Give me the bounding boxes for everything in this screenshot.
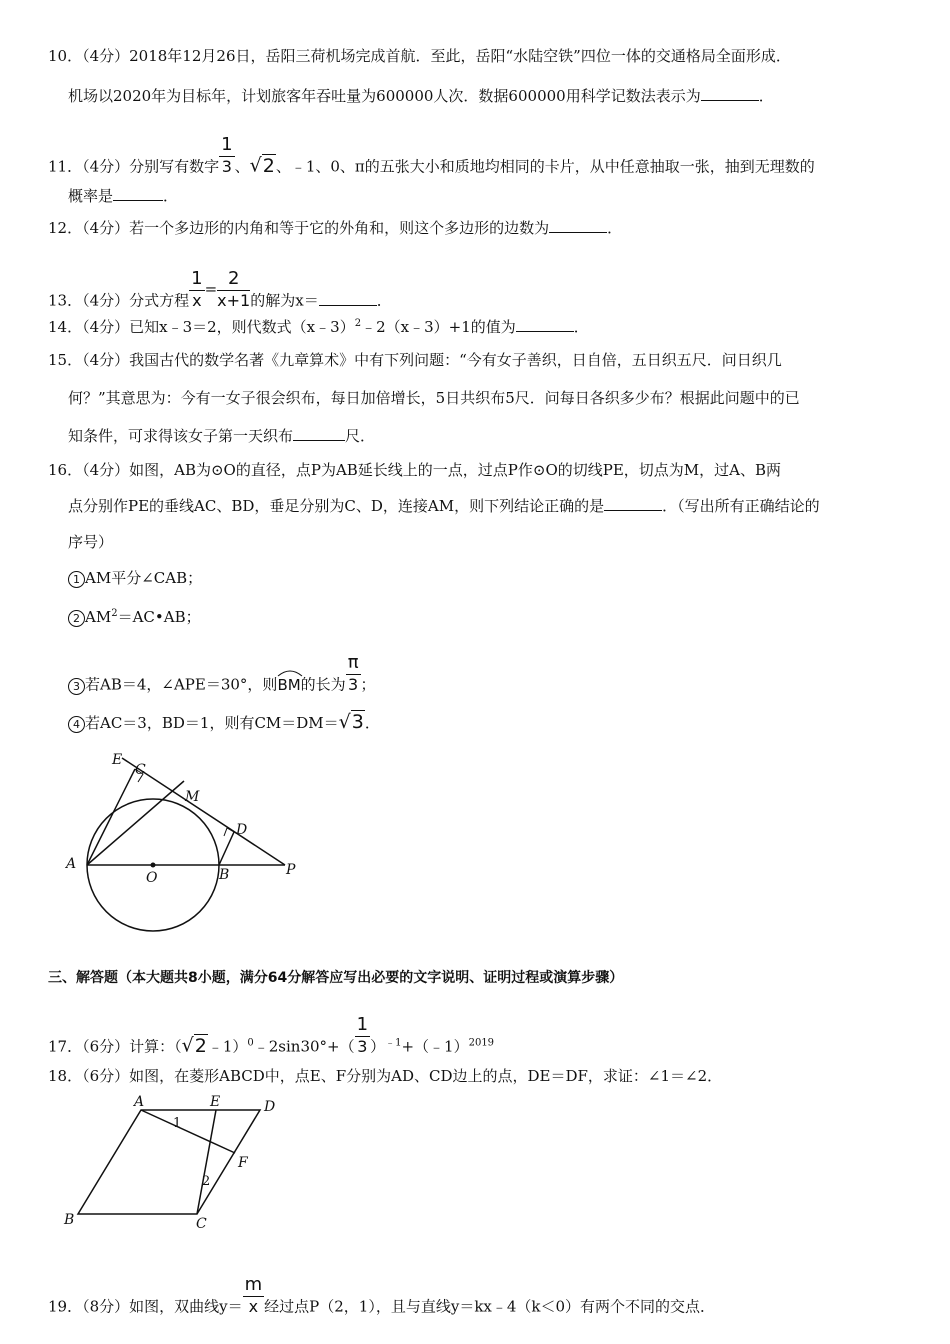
punctuation: ．	[163, 187, 179, 205]
option-text: 若AC＝3，BD＝1，则有CM＝DM＝	[85, 714, 339, 732]
section-heading: 三、解答题（本大题共8小题，满分64分解答应写出必要的文字说明、证明过程或演算步骤）	[48, 970, 624, 986]
circled-number-4: 4	[68, 716, 85, 733]
question-number: 13．	[48, 291, 83, 310]
question-text: （4分）分式方程	[82, 291, 190, 310]
question-16-line-2	[68, 496, 820, 516]
question-18	[48, 1066, 722, 1086]
circled-number-1: 1	[68, 571, 85, 588]
exponent: 2	[111, 608, 118, 619]
question-text: 经过点P（2，1），且与直线y＝kx﹣4（k＜0）有两个不同的交点．	[264, 1297, 716, 1316]
q16-option-1	[68, 568, 202, 588]
label-m: M	[185, 789, 200, 805]
label-a: A	[134, 1094, 145, 1110]
fraction-numerator: 1	[191, 268, 203, 289]
tangent-pe	[122, 758, 285, 865]
label-d: D	[236, 822, 248, 838]
equals-sign: =	[204, 279, 218, 298]
question-number: 16．	[48, 461, 83, 479]
answer-blank[interactable]	[516, 317, 574, 332]
circled-number-2: 2	[68, 610, 85, 627]
sqrt-two	[250, 154, 276, 177]
question-text: （4分）如图，AB为⊙O的直径，点P为AB延长线上的一点，过点P作⊙O的切线PE，切点为M，过A、B两	[82, 461, 782, 479]
expression-part: ）	[370, 1037, 386, 1056]
label-d: D	[264, 1099, 276, 1115]
question-number: 10．	[48, 47, 83, 65]
punctuation: ．	[573, 318, 589, 336]
question-17	[48, 1014, 495, 1069]
fraction-denominator: 3	[348, 675, 359, 694]
question-16-line-3	[68, 532, 113, 552]
question-12	[48, 218, 622, 238]
question-text: （6分）计算：（	[82, 1037, 182, 1056]
question-16-line-1	[48, 460, 781, 480]
question-text: （4分）若一个多边形的内角和等于它的外角和，则这个多边形的边数为	[82, 219, 550, 237]
question-text: （4分）2018年12月26日，岳阳三荷机场完成首航．至此，岳阳“水陆空铁”四位一体的交通格局全面形成．	[82, 47, 791, 65]
question-text: 机场以2020年为目标年，计划旅客年吞吐量为600000人次．数据600000用科学记数法表示为	[68, 87, 701, 105]
question-text: （8分）如图，双曲线y＝	[82, 1297, 243, 1316]
fraction-numerator: π	[347, 652, 359, 673]
fraction-numerator: m	[244, 1274, 263, 1295]
answer-blank[interactable]	[113, 186, 163, 201]
label-p: P	[286, 862, 296, 878]
fraction-denominator: x	[192, 291, 202, 310]
label-f: F	[238, 1155, 248, 1171]
label-e: E	[210, 1094, 221, 1110]
q16-option-3	[68, 652, 376, 707]
sqrt-three: √3	[338, 711, 364, 733]
question-text: 何？”其意思为：今有一女子很会织布，每日加倍增长，5日共织布5尺．问每日各织多少布？根据此问题中的已	[68, 389, 800, 407]
punctuation: ．	[607, 219, 623, 237]
fraction-denominator: 3	[221, 157, 232, 176]
sqrt-two: √2	[181, 1034, 207, 1057]
radicand: 2	[262, 154, 275, 177]
question-text: 序号）	[68, 533, 114, 551]
question-text: 点分别作PE的垂线AC、BD，垂足分别为C、D，连接AM，则下列结论正确的是	[68, 497, 605, 515]
question-11-line-1	[48, 134, 815, 189]
fraction-pi-over-3	[346, 652, 361, 695]
punctuation: ．	[376, 291, 392, 310]
label-o: O	[146, 870, 158, 886]
question-number: 11．	[48, 157, 83, 176]
exponent: ﹣1	[385, 1037, 402, 1049]
section-3-title	[48, 968, 623, 988]
answer-blank[interactable]	[701, 86, 759, 101]
option-text: AM	[85, 608, 112, 626]
q18-rhombus-figure	[60, 1090, 300, 1240]
option-text: 的长为	[300, 675, 346, 694]
q16-option-2	[68, 604, 201, 627]
expression-part: ﹣1）	[207, 1037, 248, 1056]
fraction-denominator: x+1	[217, 291, 251, 310]
question-text: 的解为x＝	[250, 291, 319, 310]
question-number: 14．	[48, 318, 83, 336]
question-15-line-3	[68, 426, 375, 446]
answer-blank[interactable]	[319, 291, 377, 306]
punctuation: ．	[758, 87, 774, 105]
center-o	[151, 863, 156, 868]
q16-option-4	[68, 712, 380, 733]
fraction-denominator: 3	[357, 1037, 368, 1056]
fraction-1-over-x	[189, 268, 204, 311]
radicand: 2	[194, 1034, 207, 1057]
fraction-2-over-x-plus-1	[217, 268, 250, 311]
option-text: AM平分∠CAB；	[85, 569, 203, 587]
question-text: 尺．	[345, 427, 376, 445]
punctuation: ；	[360, 675, 376, 694]
q16-circle-figure	[60, 748, 320, 938]
fraction-denominator: x	[248, 1297, 259, 1316]
label-c: C	[135, 762, 146, 778]
exponent: 2019	[468, 1037, 495, 1049]
angle-label-1: 1	[173, 1116, 182, 1131]
question-14	[48, 314, 589, 337]
fraction-numerator: 1	[356, 1014, 369, 1035]
label-c: C	[196, 1216, 207, 1232]
question-text: ．（写出所有正确结论的	[662, 497, 820, 515]
question-10-line-2	[68, 86, 774, 106]
question-text: 、﹣1、0、π的五张大小和质地均相同的卡片，从中任意抽取一张，抽到无理数的	[275, 157, 815, 176]
question-number: 12．	[48, 219, 83, 237]
label-b: B	[64, 1212, 75, 1228]
label-b: B	[219, 867, 230, 883]
question-10-line-1	[48, 46, 791, 66]
punctuation: ．	[364, 714, 380, 732]
question-number: 17．	[48, 1037, 83, 1056]
exponent: 0	[247, 1037, 254, 1049]
exponent: 2	[354, 318, 362, 329]
radicand: 3	[351, 711, 364, 733]
fraction-numerator: 2	[217, 268, 250, 291]
rhombus-abcd	[78, 1110, 260, 1214]
segment-af	[141, 1110, 235, 1153]
fraction-numerator: 1	[221, 134, 233, 155]
question-text: 概率是	[68, 187, 114, 205]
answer-blank[interactable]	[293, 426, 345, 441]
arc-bm	[277, 675, 300, 695]
separator: 、	[234, 157, 250, 176]
fraction-one-third	[355, 1014, 370, 1057]
question-text: 知条件，可求得该女子第一天织布	[68, 427, 294, 445]
question-number: 19．	[48, 1297, 83, 1316]
question-text: ﹣2（x﹣3）+1的值为	[361, 318, 516, 336]
question-text: （4分）我国古代的数学名著《九章算术》中有下列问题：“今有女子善织，日自倍，五日织五尺．问日织几	[82, 351, 782, 369]
fraction-m-over-x	[243, 1274, 265, 1317]
question-15-line-1	[48, 350, 782, 370]
label-e: E	[112, 752, 123, 768]
fraction-one-third	[219, 134, 234, 177]
question-number: 18．	[48, 1067, 83, 1085]
option-text: 若AB＝4，∠APE＝30°，则	[85, 675, 278, 694]
question-11-line-2	[68, 186, 178, 206]
segment-ac	[87, 769, 135, 865]
answer-blank[interactable]	[549, 218, 607, 233]
expression-part: ﹣2sin30°+（	[253, 1037, 355, 1056]
arc-symbol-icon	[277, 669, 303, 677]
question-number: 15．	[48, 351, 83, 369]
angle-label-2: 2	[202, 1174, 211, 1189]
segment-bd	[219, 832, 234, 865]
question-text: （6分）如图，在菱形ABCD中，点E、F分别为AD、CD边上的点，DE＝DF，求证：∠1＝∠2．	[82, 1067, 723, 1085]
arc-label: BM	[277, 675, 301, 694]
option-text: ＝AC•AB；	[117, 608, 201, 626]
circled-number-3: 3	[68, 678, 85, 695]
question-15-line-2	[68, 388, 800, 408]
question-19	[48, 1274, 716, 1329]
answer-blank[interactable]	[604, 496, 662, 511]
label-a: A	[66, 856, 77, 872]
sqrt-symbol: √	[249, 154, 262, 177]
question-text: （4分）已知x﹣3＝2，则代数式（x﹣3）	[82, 318, 355, 336]
question-text: （4分）分别写有数字	[82, 157, 220, 176]
expression-part: +（﹣1）	[401, 1037, 469, 1056]
